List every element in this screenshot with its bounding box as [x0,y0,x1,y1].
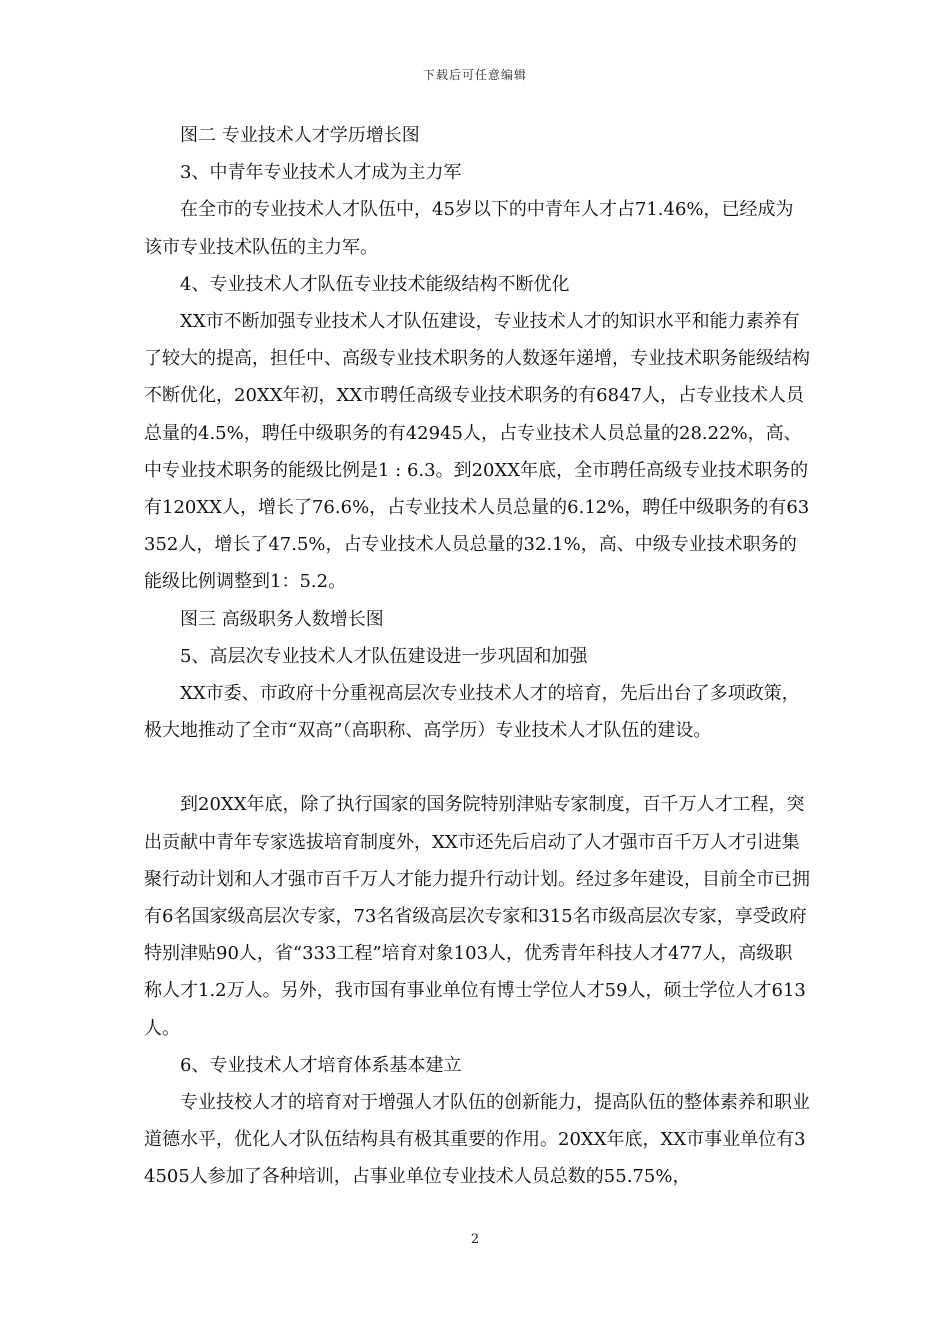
body-paragraph: XX市不断加强专业技术人才队伍建设，专业技术人才的知识水平和能力素养有了较大的提高，担任中、高级专业技术职务的人数逐年递增，专业技术职务能级结构不断优化，20XX年初，XX市聘任高级专业技术职务的有6847人，占专业技术人员总量的4.5%，聘任中级职务的有42945人，占专业技术人员总量的28.22%，高、中专业技术职务的能级比例是1 : 6.3。到20XX年底，全市聘任高级专业技术职务的有120XX人，增长了76.6%，占专业技术人员总量的6.12%，聘任中级职务的有63352人，增长了47.5%，占专业技术人员总量的32.1%，高、中级专业技术职务的能级比例调整到1：5.2。 [144,311,810,593]
figure-caption-2: 图二 专业技术人才学历增长图 [180,125,420,146]
section-heading-5: 5、高层次专业技术人才队伍建设进一步巩固和加强 [180,645,588,667]
body-paragraph: 在全市的专业技术人才队伍中，45岁以下的中青年人才占71.46%，已经成为该市专业技术队伍的主力军。 [144,199,794,258]
document-body [144,117,810,1196]
body-paragraph: 到20XX年底，除了执行国家的国务院特别津贴专家制度，百千万人才工程，突出贡献中青年专家选拔培育制度外，XX市还先后启动了人才强市百千万人才引进集聚行动计划和人才强市百千万人才能力提升行动计划。经过多年建设，目前全市已拥有6名国家级高层次专家，73名省级高层次专家和315名市级高层次专家，享受政府特别津贴90人，省“333工程”培育对象103人，优秀青年科技人才477人，高级职称人才1.2万人。另外，我市国有事业单位有博士学位人才59人，硕士学位人才613人。 [144,794,810,1039]
body-paragraph: 专业技校人才的培育对于增强人才队伍的创新能力，提高队伍的整体素养和职业道德水平，优化人才队伍结构具有极其重要的作用。20XX年底，XX市事业单位有34505人参加了各种培训，占事业单位专业技术人员总数的55.75%， [144,1092,810,1188]
section-heading-3: 3、中青年专业技术人才成为主力军 [180,162,462,184]
section-heading-6: 6、专业技术人才培育体系基本建立 [180,1054,462,1076]
body-paragraph: XX市委、市政府十分重视高层次专业技术人才的培育，先后出台了多项政策，极大地推动了全市“双高”（高职称、高学历）专业技术人才队伍的建设。 [144,683,800,742]
page-header: 下载后可任意编辑 [422,68,527,82]
figure-caption-3: 图三 高级职务人数增长图 [180,608,384,630]
page-number: 2 [470,1232,480,1247]
section-heading-4: 4、专业技术人才队伍专业技术能级结构不断优化 [180,273,570,295]
